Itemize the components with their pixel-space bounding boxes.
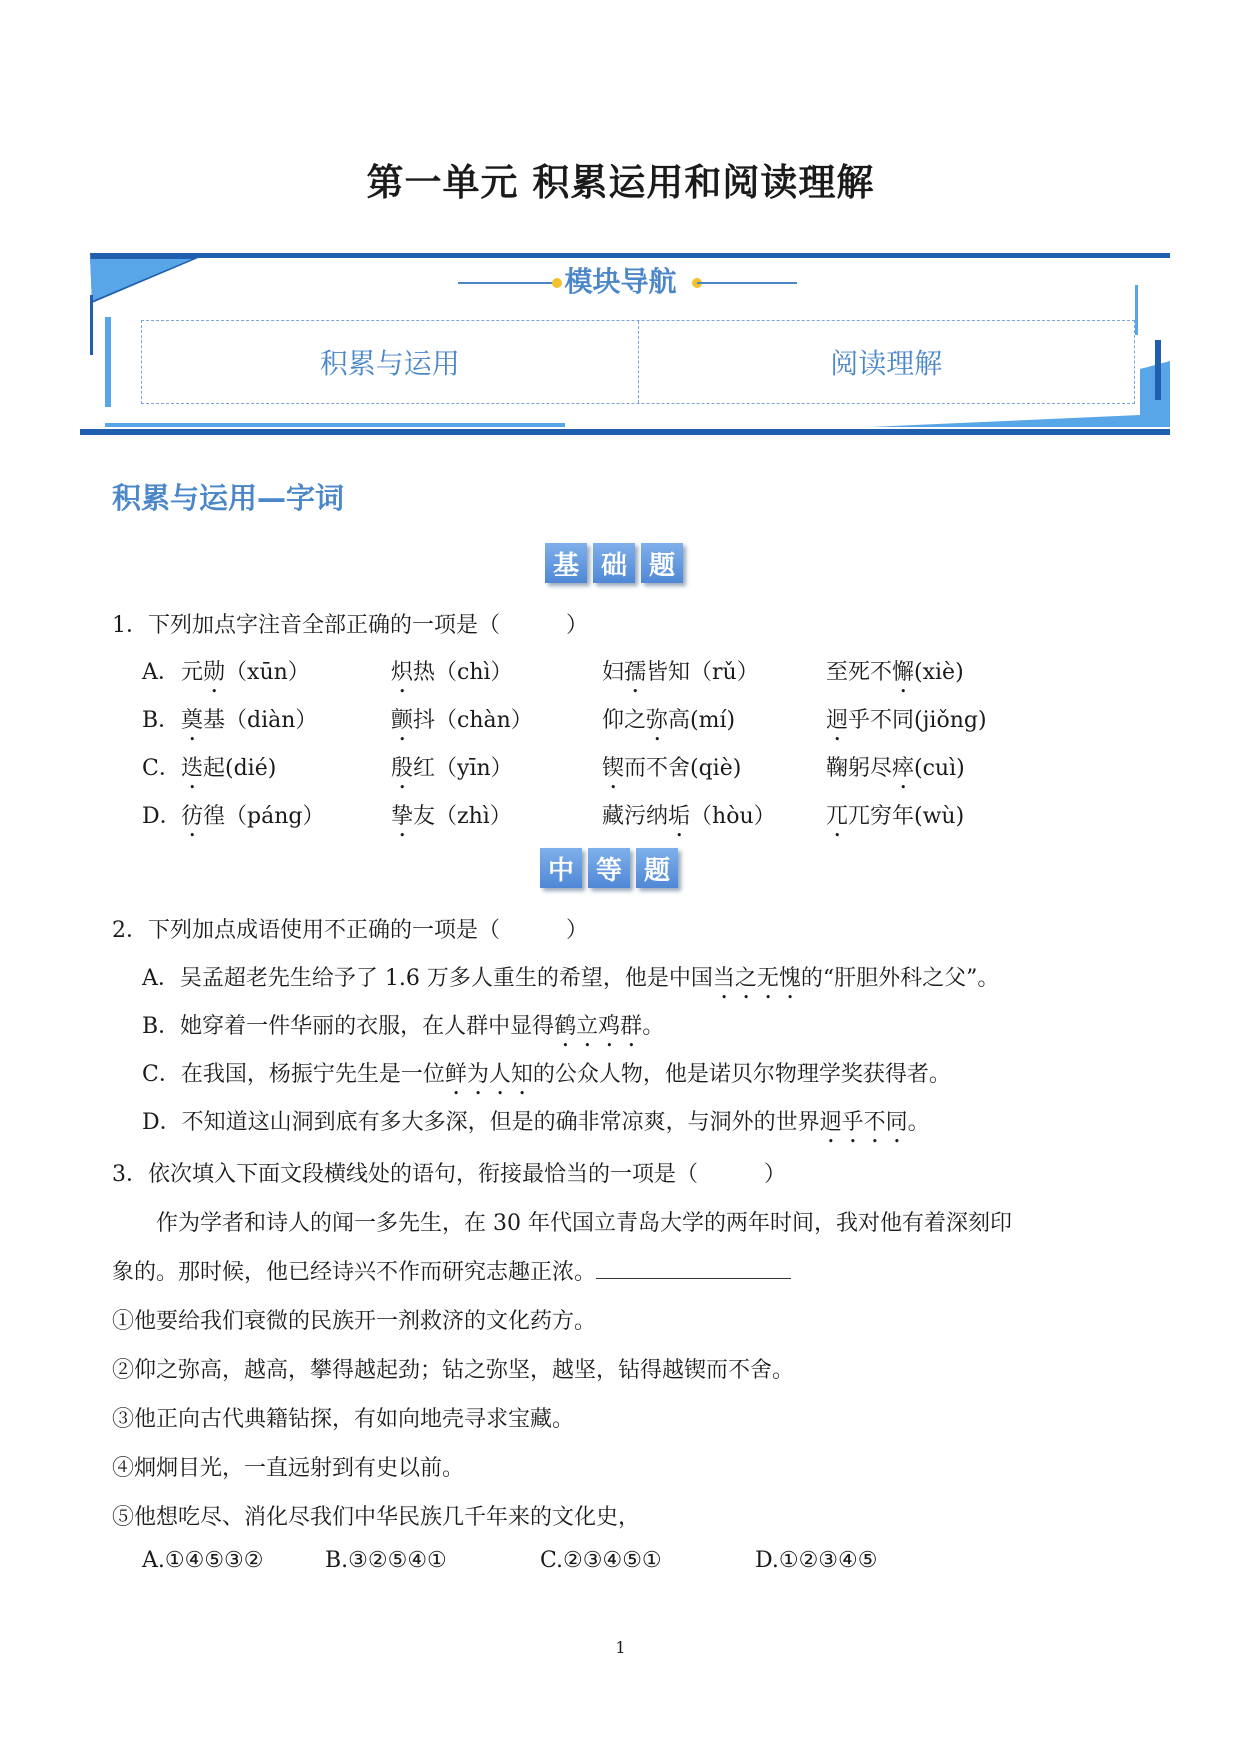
question-3-choice-c: C.②③④⑤①: [540, 1548, 662, 1573]
item-text: 高(mí): [668, 708, 736, 733]
dotted-character: 垢: [668, 804, 691, 829]
item-text: 元: [181, 660, 204, 685]
level-tile: 题: [641, 543, 683, 583]
dotted-character: 懈: [892, 660, 915, 685]
page-number: 1: [615, 1638, 626, 1657]
item-text: 兀穷年(wù): [848, 804, 965, 829]
option-text: A．吴孟超老先生给予了 1.6 万多人重生的希望，他是中国: [142, 966, 713, 991]
pinyin-item: [602, 703, 735, 746]
dotted-character: 兀: [826, 804, 849, 829]
item-text: 基（diàn）: [203, 708, 318, 733]
dotted-phrase: 鹤立鸡群: [554, 1014, 643, 1039]
item-text: 而不舍(qiè): [624, 756, 742, 781]
section-heading: 积累与运用—字词: [112, 481, 345, 515]
level-badge-medium: [540, 848, 678, 888]
option-text: C．在我国，杨振宁先生是一位: [142, 1062, 445, 1087]
passage-text: 象的。那时候，他已经诗兴不作而研究志趣正浓。: [112, 1260, 597, 1285]
item-text: 鞠躬尽: [826, 756, 893, 781]
item-text: 乎不同(jiǒng): [848, 708, 987, 733]
pinyin-item: [181, 655, 310, 698]
question-3-stem: 3．依次填入下面文段横线处的语句，衔接最恰当的一项是（ ）: [112, 1162, 786, 1187]
pinyin-item: [391, 655, 513, 698]
question-3-sentence: ②仰之弥高，越高，攀得越起劲；钻之弥坚，越坚，钻得越锲而不舍。: [112, 1358, 795, 1383]
option-text: 的公众人物，他是诺贝尔物理学奖获得者。: [532, 1062, 951, 1087]
question-2-option: [142, 1105, 930, 1148]
item-text: 红（yīn）: [413, 756, 513, 781]
question-2-option: [142, 1009, 664, 1052]
dotted-character: 迥: [826, 708, 849, 733]
item-text: 徨（páng）: [203, 804, 325, 829]
level-tile: 础: [593, 543, 635, 583]
dotted-character: 锲: [602, 756, 625, 781]
item-text: 抖（chàn）: [413, 708, 533, 733]
option-text: 的“肝胆外科之父”。: [800, 966, 1000, 991]
option-text: D．不知道这山洞到底有多大多深，但是的确非常凉爽，与洞外的世界: [142, 1110, 820, 1135]
nav-cells: [141, 320, 1135, 404]
dotted-character: 孺: [624, 660, 647, 685]
dotted-phrase: 当之无愧: [712, 966, 801, 991]
question-1-stem: 1．下列加点字注音全部正确的一项是（ ）: [112, 613, 588, 638]
pinyin-item: [391, 703, 533, 746]
question-3-choice-a: A.①④⑤③②: [142, 1548, 264, 1573]
dotted-character: 迭: [181, 756, 204, 781]
pinyin-item: [391, 751, 513, 794]
pinyin-item: [602, 655, 759, 698]
option-label: B．: [142, 708, 181, 733]
question-2-option: [142, 1057, 951, 1100]
dotted-character: 殷: [391, 756, 414, 781]
dotted-character: 挚: [391, 804, 414, 829]
option-text: 。: [907, 1110, 930, 1135]
pinyin-item: [181, 751, 276, 794]
dotted-character: 奠: [181, 708, 204, 733]
item-text: （hòu）: [690, 804, 776, 829]
dotted-character: 勋: [203, 660, 226, 685]
question-3-passage: [112, 1255, 791, 1286]
nav-title: 模块导航: [564, 265, 677, 298]
option-text: 。: [642, 1014, 665, 1039]
pinyin-item: [181, 703, 317, 746]
nav-link-reading[interactable]: 阅读理解: [638, 321, 1135, 403]
option-label: A．: [142, 660, 180, 685]
page-title: 第一单元 积累运用和阅读理解: [366, 161, 875, 204]
dotted-character: 弥: [646, 708, 669, 733]
item-text: (xiè): [914, 660, 964, 685]
option-label: D．: [142, 804, 182, 829]
question-3-sentence: ④炯炯目光，一直远射到有史以前。: [112, 1456, 465, 1481]
question-3-choice-d: D.①②③④⑤: [755, 1548, 878, 1573]
dotted-character: 瘁: [892, 756, 915, 781]
pinyin-item: [826, 799, 964, 842]
item-text: 友（zhì）: [413, 804, 512, 829]
item-text: 仰之: [602, 708, 647, 733]
pinyin-item: [181, 799, 324, 842]
option-text: B．她穿着一件华丽的衣服，在人群中显得: [142, 1014, 555, 1039]
level-badge-basic: [545, 543, 683, 583]
dotted-phrase: 鲜为人知: [444, 1062, 533, 1087]
dotted-character: 炽: [391, 660, 414, 685]
item-text: 热（chì）: [413, 660, 513, 685]
nav-title-rule-right: [697, 282, 797, 284]
pinyin-item: [602, 751, 741, 794]
pinyin-item: [826, 703, 987, 746]
item-text: 妇: [602, 660, 625, 685]
level-tile: 等: [588, 848, 630, 888]
question-3-choice-b: B.③②⑤④①: [325, 1548, 447, 1573]
question-2-stem: 2．下列加点成语使用不正确的一项是（ ）: [112, 918, 588, 943]
pinyin-item: [826, 751, 965, 794]
item-text: 藏污纳: [602, 804, 669, 829]
question-3-passage: 作为学者和诗人的闻一多先生，在 30 年代国立青岛大学的两年时间，我对他有着深刻印: [156, 1211, 1012, 1236]
answer-blank[interactable]: [596, 1256, 791, 1279]
item-text: 皆知（rǔ）: [646, 660, 759, 685]
pinyin-item: [826, 655, 964, 698]
level-tile: 中: [540, 848, 582, 888]
option-label: C．: [142, 756, 181, 781]
nav-link-accumulation[interactable]: 积累与运用: [319, 347, 460, 380]
pinyin-item: [391, 799, 512, 842]
question-3-sentence: ⑤他想吃尽、消化尽我们中华民族几千年来的文化史，: [112, 1505, 641, 1530]
item-text: (cuì): [914, 756, 965, 781]
level-tile: 题: [636, 848, 678, 888]
dotted-character: 颤: [391, 708, 414, 733]
question-2-option: [142, 961, 999, 1004]
level-tile: 基: [545, 543, 587, 583]
item-text: 至死不: [826, 660, 893, 685]
item-text: 起(dié): [203, 756, 277, 781]
item-text: （xūn）: [225, 660, 310, 685]
question-3-sentence: ③他正向古代典籍钻探，有如向地壳寻求宝藏。: [112, 1407, 575, 1432]
dotted-character: 彷: [181, 804, 204, 829]
dotted-phrase: 迥乎不同: [819, 1110, 908, 1135]
pinyin-item: [602, 799, 776, 842]
question-3-sentence: ①他要给我们衰微的民族开一剂救济的文化药方。: [112, 1309, 597, 1334]
